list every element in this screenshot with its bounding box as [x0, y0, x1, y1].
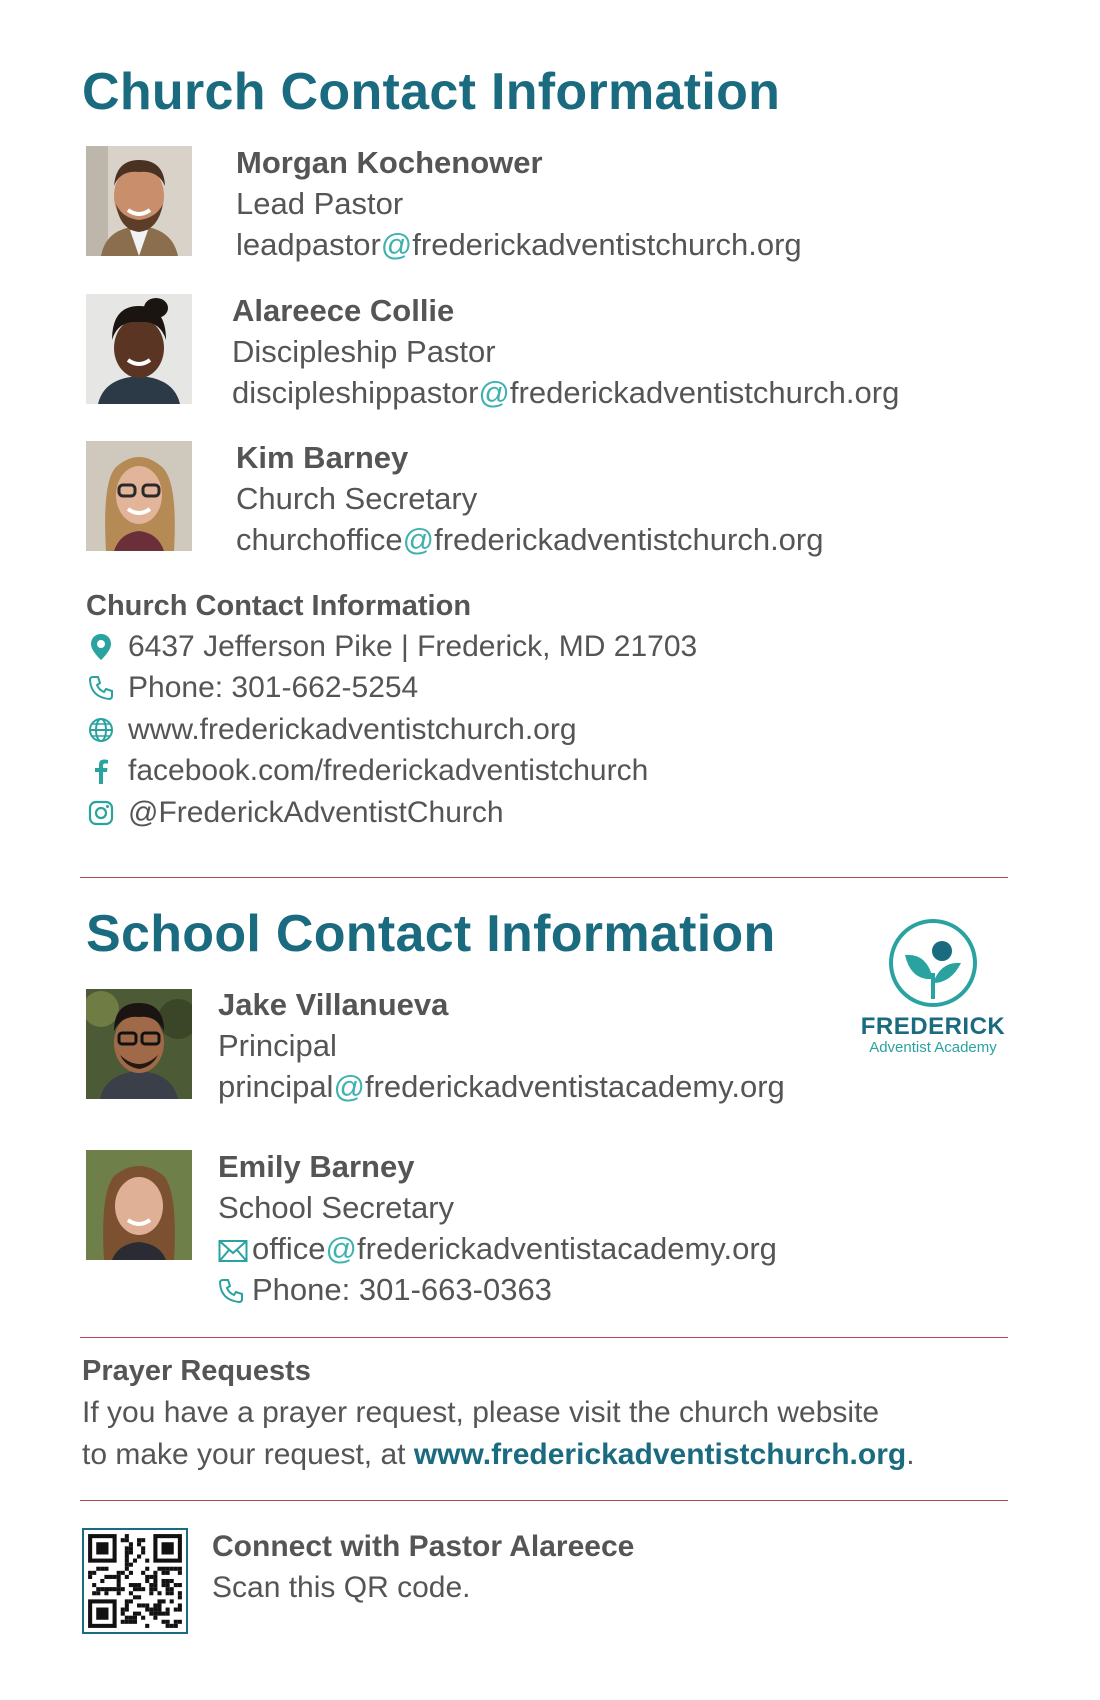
emily-barney-photo: [86, 1150, 192, 1260]
email-at-sign: @: [325, 1231, 358, 1266]
facebook-icon: [86, 756, 116, 786]
email-at-sign: @: [478, 375, 510, 410]
person-email[interactable]: [218, 1228, 777, 1269]
email-domain: frederickadventistchurch.org: [412, 227, 802, 262]
instagram-text: @FrederickAdventistChurch: [128, 795, 504, 829]
email-at-sign: @: [333, 1069, 365, 1104]
logo-wordmark: FREDERICK: [860, 1013, 1006, 1040]
church-section-title: Church Contact Information: [82, 63, 781, 121]
kim-barney-photo: [86, 441, 192, 551]
envelope-icon: [218, 1232, 248, 1258]
website-text: www.frederickadventistchurch.org: [128, 712, 577, 746]
prayer-line-1: If you have a prayer request, please visit the church website: [82, 1396, 880, 1429]
phone-icon: [218, 1273, 248, 1299]
prayer-requests: [82, 1350, 915, 1476]
person-name: Emily Barney: [218, 1149, 415, 1184]
person-role: School Secretary: [218, 1190, 455, 1225]
email-at-sign: @: [402, 522, 435, 557]
church-contact-heading: Church Contact Information: [86, 590, 472, 622]
person-email[interactable]: [236, 224, 802, 265]
address-text: 6437 Jefferson Pike | Frederick, MD 21703: [128, 629, 698, 663]
prayer-line-2: [82, 1434, 915, 1476]
frederick-academy-logo: [858, 917, 1008, 1056]
phone-row[interactable]: [86, 668, 697, 710]
email-user: office: [252, 1231, 326, 1266]
phone-text: Phone: 301-662-5254: [128, 671, 419, 705]
phone-text: Phone: 301-663-0363: [252, 1272, 552, 1307]
school-person-jake: [218, 984, 785, 1107]
instagram-icon: [86, 798, 116, 828]
logo-subtitle: Adventist Academy: [869, 1039, 997, 1056]
email-domain: frederickadventistchurch.org: [509, 375, 900, 410]
person-role: Discipleship Pastor: [232, 334, 496, 369]
person-name: Alareece Collie: [232, 293, 455, 328]
globe-icon: [86, 715, 116, 745]
church-person-morgan: [236, 142, 802, 265]
person-email[interactable]: [218, 1066, 785, 1107]
email-domain: frederickadventistacademy.org: [364, 1069, 785, 1104]
email-at-sign: @: [380, 227, 413, 262]
connect-heading: Connect with Pastor Alareece: [212, 1530, 635, 1563]
school-person-emily: [218, 1146, 777, 1310]
person-role: Principal: [218, 1028, 337, 1063]
email-domain: frederickadventistchurch.org: [434, 522, 824, 557]
person-name: Kim Barney: [236, 440, 409, 475]
person-name: Jake Villanueva: [218, 987, 449, 1022]
church-person-kim: [236, 437, 824, 560]
facebook-text: facebook.com/frederickadventistchurch: [128, 754, 649, 788]
person-email[interactable]: [236, 519, 824, 560]
connect-text: Scan this QR code.: [212, 1571, 471, 1604]
prayer-website-link[interactable]: www.frederickadventistchurch.org: [413, 1438, 907, 1471]
church-person-alareece: [232, 290, 899, 413]
school-section-title: School Contact Information: [86, 905, 776, 963]
qr-code-graphic: [84, 1530, 186, 1632]
divider: [80, 1337, 1008, 1338]
email-user: discipleshippastor: [232, 375, 479, 410]
prayer-line-2-prefix: to make your request, at: [82, 1438, 414, 1471]
morgan-kochenower-photo: [86, 146, 192, 256]
academy-logo-mark: [887, 917, 979, 1009]
location-pin-icon: [86, 632, 116, 662]
email-user: principal: [218, 1069, 334, 1104]
alareece-collie-photo: [86, 294, 192, 404]
prayer-heading: Prayer Requests: [82, 1355, 311, 1387]
email-user: leadpastor: [236, 227, 381, 262]
qr-code[interactable]: [82, 1528, 188, 1634]
divider: [80, 877, 1008, 878]
divider: [80, 1500, 1008, 1501]
phone-icon: [86, 673, 116, 703]
prayer-line-2-suffix: .: [906, 1438, 915, 1471]
person-role: Church Secretary: [236, 481, 478, 516]
email-domain: frederickadventistacademy.org: [357, 1231, 777, 1266]
person-name: Morgan Kochenower: [236, 145, 543, 180]
connect-block: [212, 1526, 634, 1608]
person-email[interactable]: [232, 372, 899, 413]
person-phone[interactable]: [218, 1269, 777, 1310]
facebook-row[interactable]: [86, 751, 697, 793]
address-row: [86, 626, 697, 668]
website-row[interactable]: [86, 709, 697, 751]
person-role: Lead Pastor: [236, 186, 404, 221]
instagram-row[interactable]: [86, 792, 697, 834]
jake-villanueva-photo: [86, 989, 192, 1099]
church-contact-block: [86, 586, 697, 834]
email-user: churchoffice: [236, 522, 403, 557]
